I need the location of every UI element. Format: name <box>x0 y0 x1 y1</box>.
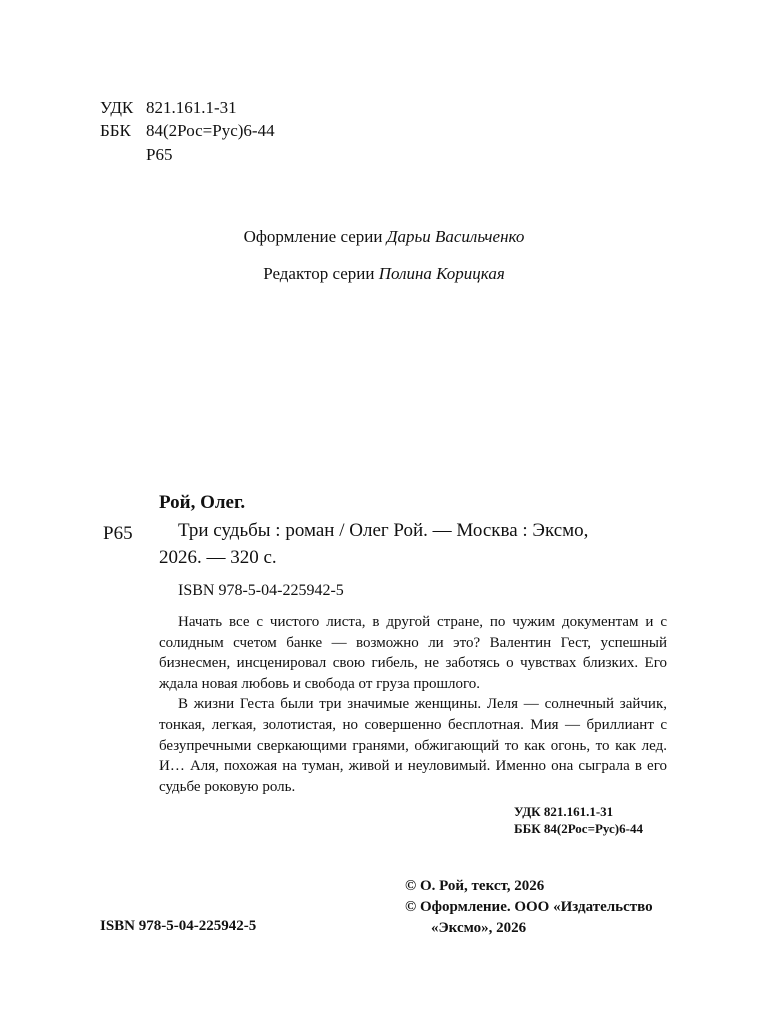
copyright-design-line1: © Оформление. ООО «Издательство <box>405 899 653 915</box>
author-code-row <box>100 145 172 165</box>
series-editor-credit <box>0 264 768 284</box>
udk-label: УДК <box>100 98 134 117</box>
series-editor-label: Редактор серии <box>263 264 375 283</box>
series-design-label: Оформление серии <box>243 227 383 246</box>
entry-title-line2: 2026. — 320 с. <box>159 547 277 568</box>
bbk-row <box>100 121 275 141</box>
bbk-value: 84(2Рос=Рус)6-44 <box>146 121 275 140</box>
series-designer-name: Дарьи Васильченко <box>386 227 525 246</box>
udk-value: 821.161.1-31 <box>146 98 237 117</box>
annotation-paragraph-1: Начать все с чистого листа, в другой стране, по чужим документам и с солидным счетом банке — возможно ли это? Валентин Гест, успешный бизнесмен, инсценировал свою гибель, не заботясь о чувствах близких. Его ждала новая любовь и свобода от груза прошлого. <box>159 614 667 692</box>
author-code: Р65 <box>146 145 173 164</box>
bbk-label: ББК <box>100 121 131 140</box>
entry-title-line1: Три судьбы : роман / Олег Рой. — Москва : Эксмо, <box>178 520 589 541</box>
copyright-design-line2: «Эксмо», 2026 <box>431 920 527 936</box>
footer-isbn: ISBN 978-5-04-225942-5 <box>100 918 257 934</box>
entry-isbn: ISBN 978-5-04-225942-5 <box>178 582 344 599</box>
series-design-credit <box>0 227 768 247</box>
series-editor-name: Полина Корицкая <box>378 264 505 283</box>
index-udk: УДК 821.161.1-31 <box>514 804 614 819</box>
annotation-paragraph-2: В жизни Геста были три значимые женщины. Леля — солнечный зайчик, тонкая, легкая, золотистая, но совершенно бесплотная. Мия — бриллиант с безупречными сверкающими гранями, обжигающий то как огонь, то как лед. И… Аля, похожая на туман, живой и неуловимый. Именно она сыграла в его судьбе роковую роль. <box>159 696 667 795</box>
copyright-text: © О. Рой, текст, 2026 <box>405 878 545 894</box>
index-bbk: ББК 84(2Рос=Рус)6-44 <box>514 821 643 836</box>
entry-author: Рой, Олег. <box>159 492 246 513</box>
entry-side-code: Р65 <box>103 523 133 544</box>
annotation <box>159 612 667 797</box>
udk-row <box>100 98 237 118</box>
